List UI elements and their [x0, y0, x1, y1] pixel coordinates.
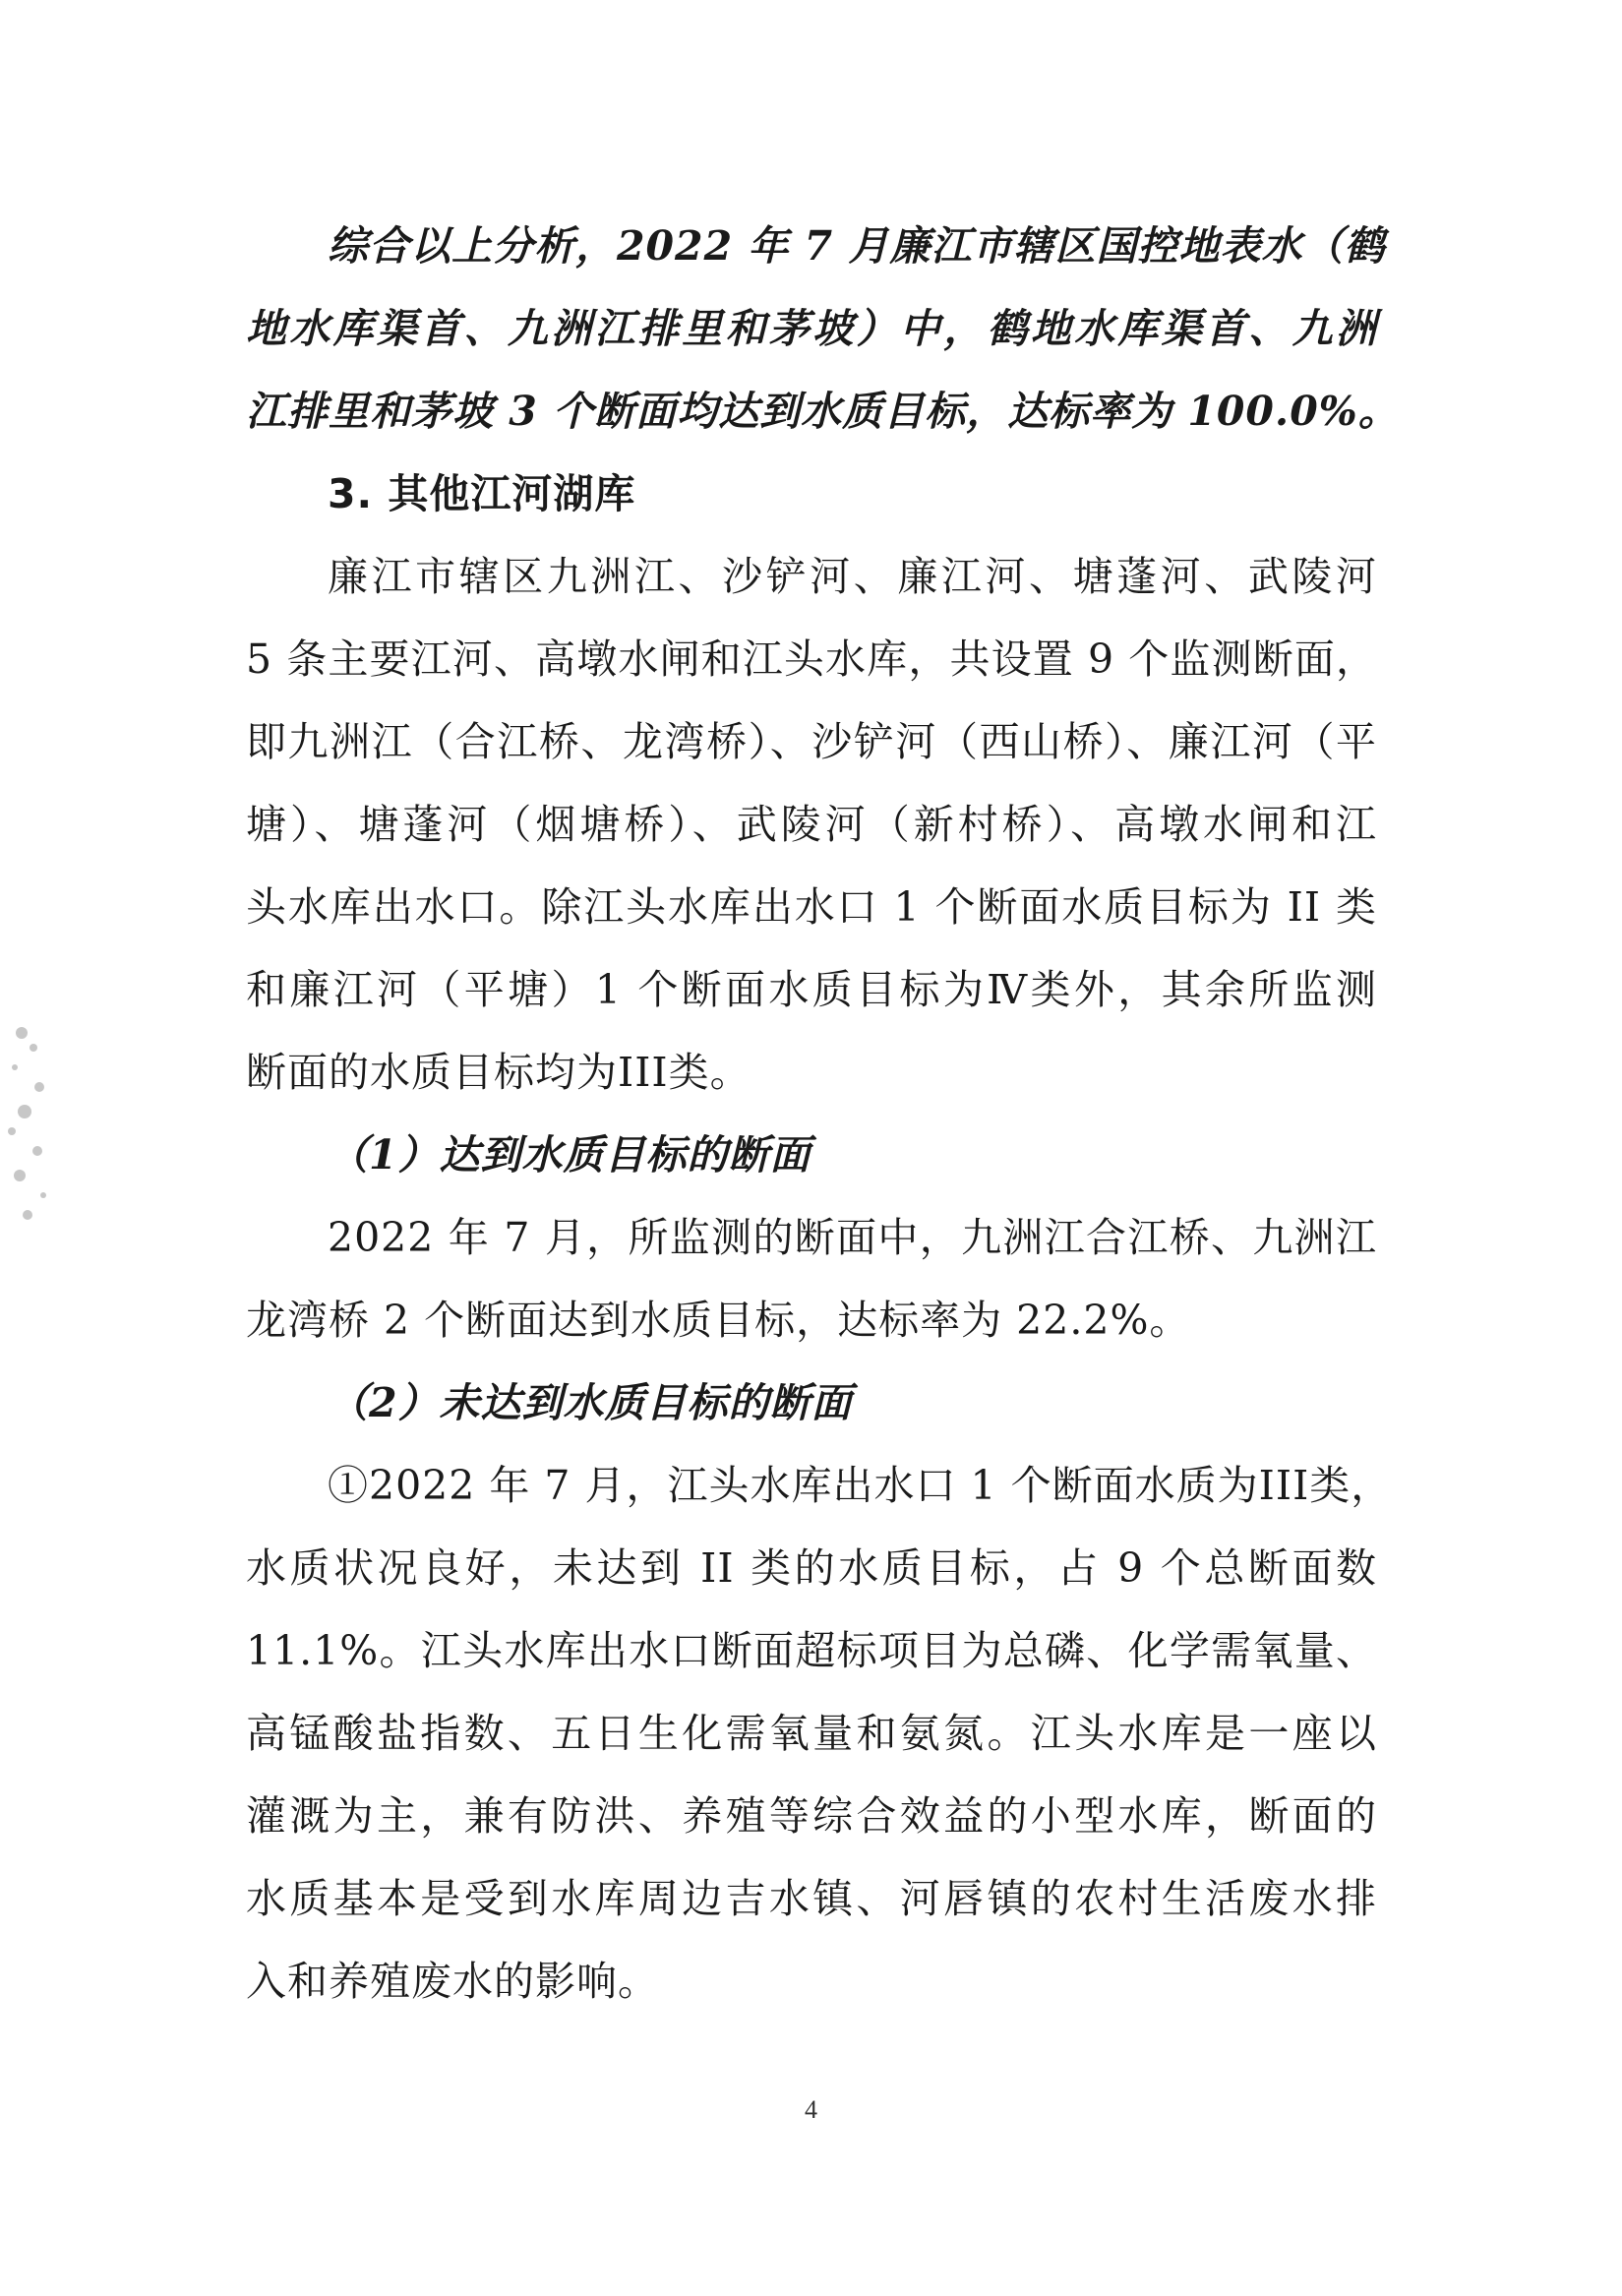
section-heading: 3. 其他江河湖库: [328, 470, 636, 517]
scan-artifact: [0, 994, 59, 1259]
paragraph-line: 廉江市辖区九洲江、沙铲河、廉江河、塘蓬河、武陵河: [328, 553, 1377, 600]
page-number: 4: [805, 2095, 817, 2124]
paragraph-line: 断面的水质目标均为III类。: [246, 1049, 751, 1096]
paragraph-line: 水质基本是受到水库周边吉水镇、河唇镇的农村生活废水排: [246, 1875, 1377, 1922]
paragraph-line: 塘）、塘蓬河（烟塘桥）、武陵河（新村桥）、高墩水闸和江: [246, 801, 1377, 848]
paragraph-line: 水质状况良好，未达到 II 类的水质目标，占 9 个总断面数: [246, 1544, 1377, 1592]
paragraph-line: 灌溉为主，兼有防洪、养殖等综合效益的小型水库，断面的: [246, 1792, 1377, 1840]
subheading-met-targets: （1）达到水质目标的断面: [328, 1131, 811, 1178]
paragraph-line: 11.1%。江头水库出水口断面超标项目为总磷、化学需氧量、: [246, 1627, 1377, 1674]
paragraph-line: 2022 年 7 月，所监测的断面中，九洲江合江桥、九洲江: [328, 1214, 1377, 1261]
summary-line-2: 地水库渠首、九洲江排里和茅坡）中，鹤地水库渠首、九洲: [246, 305, 1377, 352]
subheading-unmet-targets: （2）未达到水质目标的断面: [328, 1379, 853, 1426]
paragraph-line: 高锰酸盐指数、五日生化需氧量和氨氮。江头水库是一座以: [246, 1710, 1377, 1757]
paragraph-line: 入和养殖废水的影响。: [246, 1958, 659, 2005]
body-text: [246, 205, 1400, 2023]
paragraph-line: 即九洲江（合江桥、龙湾桥）、沙铲河（西山桥）、廉江河（平: [246, 718, 1377, 765]
summary-line-3: 江排里和茅坡 3 个断面均达到水质目标，达标率为 100.0%。: [246, 388, 1400, 435]
paragraph-line: 和廉江河（平塘）1 个断面水质目标为Ⅳ类外，其余所监测: [246, 966, 1377, 1013]
paragraph-line: 5 条主要江河、高墩水闸和江头水库，共设置 9 个监测断面，: [246, 635, 1377, 683]
paragraph-line: 头水库出水口。除江头水库出水口 1 个断面水质目标为 II 类: [246, 883, 1377, 931]
paragraph-line: 龙湾桥 2 个断面达到水质目标，达标率为 22.2%。: [246, 1297, 1191, 1344]
paragraph-line: ①2022 年 7 月，江头水库出水口 1 个断面水质为III类，: [328, 1462, 1393, 1509]
summary-line-1: 综合以上分析，2022 年 7 月廉江市辖区国控地表水（鹤: [328, 222, 1386, 270]
